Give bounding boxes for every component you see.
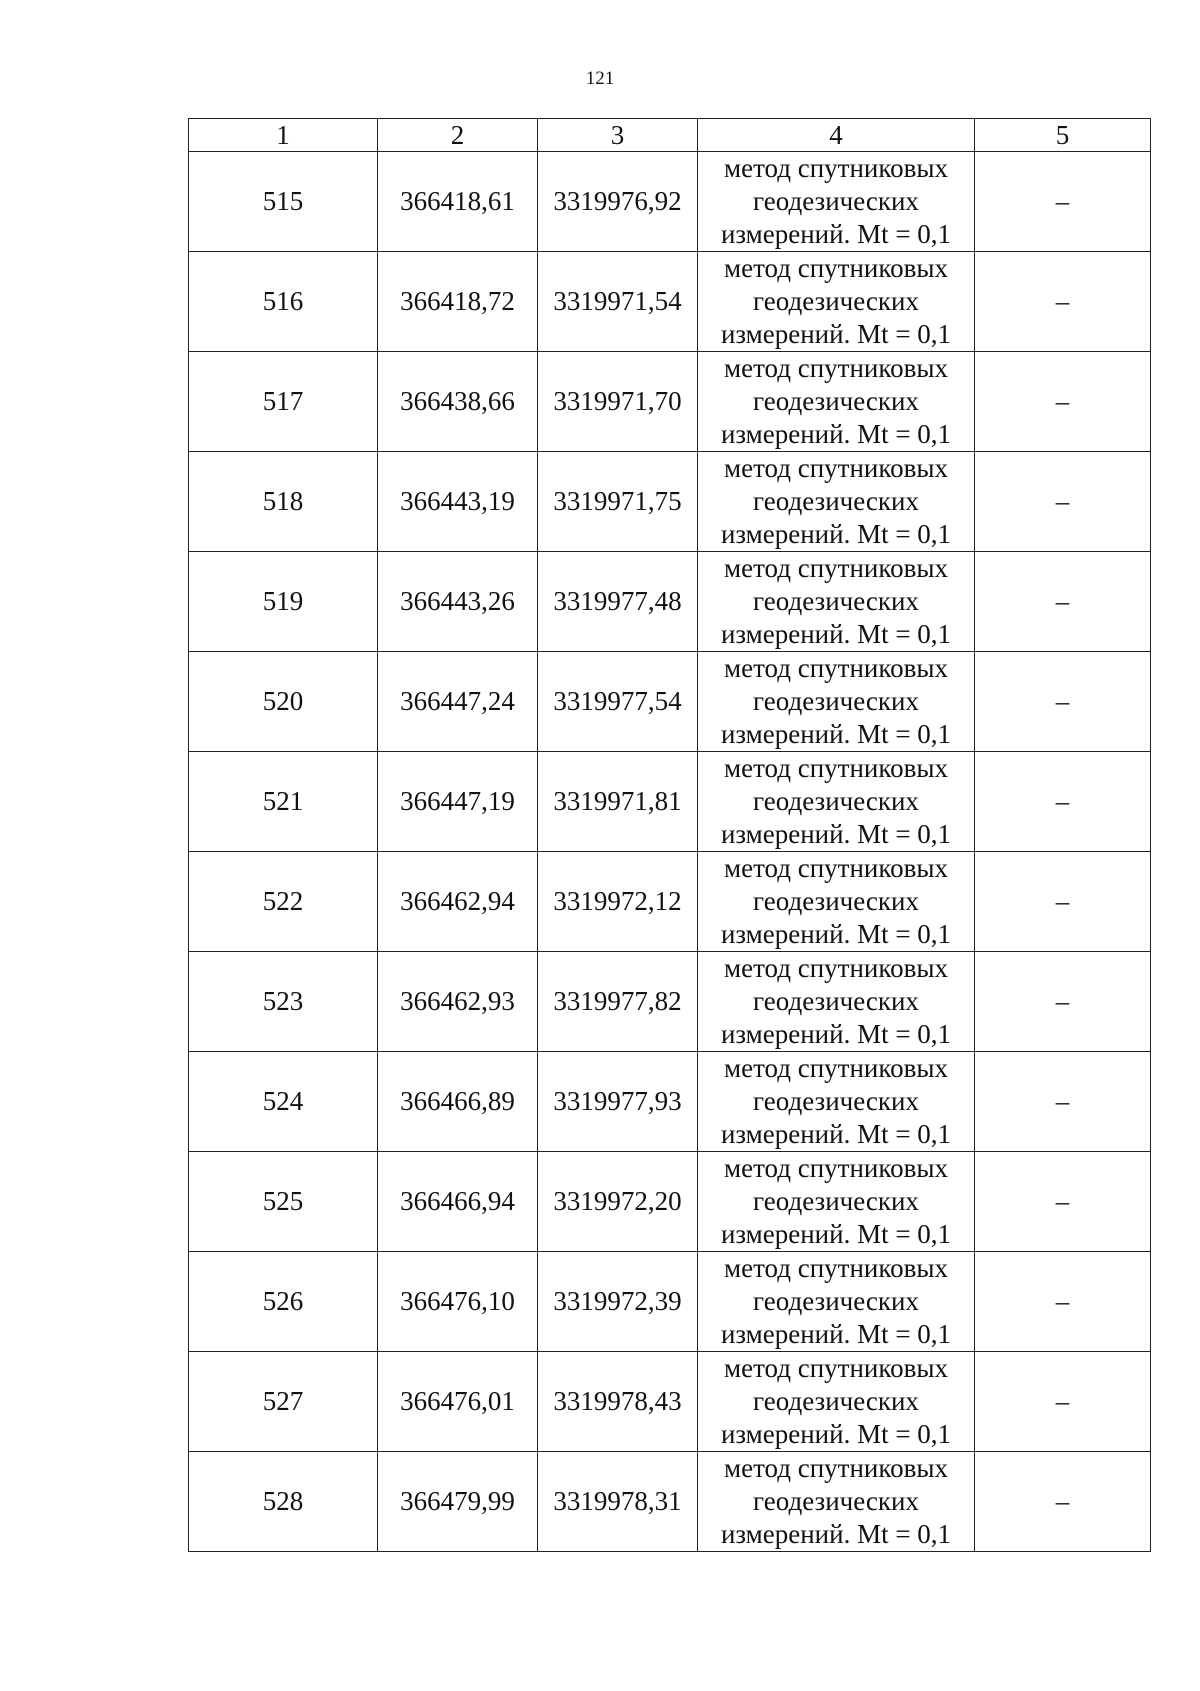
table-row	[189, 152, 1151, 252]
table-header	[189, 119, 1151, 152]
method-line: измерений. Mt = 0,1	[720, 1019, 952, 1049]
table-row	[189, 1352, 1151, 1452]
method-cell	[698, 852, 975, 952]
x-coordinate-cell: 366466,89	[378, 1052, 538, 1152]
x-coordinate-cell: 366443,19	[378, 452, 538, 552]
note-cell: –	[975, 452, 1151, 552]
y-coordinate-cell: 3319977,48	[538, 552, 698, 652]
x-coordinate-cell: 366479,99	[378, 1452, 538, 1552]
method-cell	[698, 752, 975, 852]
method-line: геодезических	[753, 986, 919, 1016]
method-line: измерений. Mt = 0,1	[720, 819, 952, 849]
point-number-cell: 522	[189, 852, 378, 952]
table-body	[189, 152, 1151, 1552]
method-line: метод спутниковых	[724, 1053, 948, 1083]
y-coordinate-cell: 3319978,43	[538, 1352, 698, 1452]
method-line: метод спутниковых	[724, 253, 948, 283]
y-coordinate-cell: 3319971,75	[538, 452, 698, 552]
x-coordinate-cell: 366438,66	[378, 352, 538, 452]
note-cell: –	[975, 752, 1151, 852]
note-cell: –	[975, 252, 1151, 352]
table-row	[189, 752, 1151, 852]
x-coordinate-cell: 366418,61	[378, 152, 538, 252]
point-number-cell: 521	[189, 752, 378, 852]
method-line: геодезических	[753, 386, 919, 416]
point-number-cell: 524	[189, 1052, 378, 1152]
method-line: измерений. Mt = 0,1	[720, 919, 952, 949]
point-number-cell: 525	[189, 1152, 378, 1252]
note-cell: –	[975, 1352, 1151, 1452]
method-line: измерений. Mt = 0,1	[720, 519, 952, 549]
method-line: геодезических	[753, 486, 919, 516]
point-number-cell: 515	[189, 152, 378, 252]
table-row	[189, 552, 1151, 652]
method-line: измерений. Mt = 0,1	[720, 1119, 952, 1149]
method-line: метод спутниковых	[724, 1353, 948, 1383]
method-line: геодезических	[753, 1386, 919, 1416]
method-line: метод спутниковых	[724, 1453, 948, 1483]
method-line: геодезических	[753, 186, 919, 216]
y-coordinate-cell: 3319977,93	[538, 1052, 698, 1152]
y-coordinate-cell: 3319971,81	[538, 752, 698, 852]
method-line: геодезических	[753, 286, 919, 316]
method-cell	[698, 1252, 975, 1352]
x-coordinate-cell: 366476,01	[378, 1352, 538, 1452]
header-cell-3: 3	[538, 119, 698, 152]
method-line: измерений. Mt = 0,1	[720, 1319, 952, 1349]
method-line: геодезических	[753, 886, 919, 916]
note-cell: –	[975, 352, 1151, 452]
method-cell	[698, 452, 975, 552]
header-row	[189, 119, 1151, 152]
method-line: геодезических	[753, 686, 919, 716]
table-row	[189, 252, 1151, 352]
note-cell: –	[975, 1452, 1151, 1552]
table-row	[189, 1252, 1151, 1352]
table-row	[189, 1152, 1151, 1252]
method-line: измерений. Mt = 0,1	[720, 219, 952, 249]
method-line: геодезических	[753, 1286, 919, 1316]
note-cell: –	[975, 652, 1151, 752]
table-row	[189, 952, 1151, 1052]
y-coordinate-cell: 3319976,92	[538, 152, 698, 252]
method-cell	[698, 1352, 975, 1452]
coordinates-table	[188, 118, 1151, 1552]
method-line: измерений. Mt = 0,1	[720, 719, 952, 749]
method-cell	[698, 1052, 975, 1152]
y-coordinate-cell: 3319972,12	[538, 852, 698, 952]
method-line: геодезических	[753, 1086, 919, 1116]
method-line: измерений. Mt = 0,1	[720, 619, 952, 649]
method-line: геодезических	[753, 1486, 919, 1516]
x-coordinate-cell: 366466,94	[378, 1152, 538, 1252]
note-cell: –	[975, 552, 1151, 652]
point-number-cell: 517	[189, 352, 378, 452]
note-cell: –	[975, 852, 1151, 952]
method-line: метод спутниковых	[724, 753, 948, 783]
method-line: измерений. Mt = 0,1	[720, 1519, 952, 1549]
x-coordinate-cell: 366447,19	[378, 752, 538, 852]
point-number-cell: 527	[189, 1352, 378, 1452]
table-row	[189, 1452, 1151, 1552]
method-line: геодезических	[753, 1186, 919, 1216]
table-row	[189, 352, 1151, 452]
note-cell: –	[975, 1152, 1151, 1252]
point-number-cell: 528	[189, 1452, 378, 1552]
y-coordinate-cell: 3319977,82	[538, 952, 698, 1052]
y-coordinate-cell: 3319972,39	[538, 1252, 698, 1352]
method-line: метод спутниковых	[724, 553, 948, 583]
header-cell-2: 2	[378, 119, 538, 152]
header-cell-1: 1	[189, 119, 378, 152]
note-cell: –	[975, 1052, 1151, 1152]
method-line: геодезических	[753, 586, 919, 616]
method-line: метод спутниковых	[724, 453, 948, 483]
method-cell	[698, 352, 975, 452]
method-line: метод спутниковых	[724, 1253, 948, 1283]
method-line: измерений. Mt = 0,1	[720, 1219, 952, 1249]
method-line: геодезических	[753, 786, 919, 816]
y-coordinate-cell: 3319978,31	[538, 1452, 698, 1552]
x-coordinate-cell: 366418,72	[378, 252, 538, 352]
table-row	[189, 1052, 1151, 1152]
note-cell: –	[975, 152, 1151, 252]
point-number-cell: 520	[189, 652, 378, 752]
method-cell	[698, 1452, 975, 1552]
table-row	[189, 452, 1151, 552]
method-line: метод спутниковых	[724, 353, 948, 383]
x-coordinate-cell: 366447,24	[378, 652, 538, 752]
method-line: метод спутниковых	[724, 153, 948, 183]
y-coordinate-cell: 3319972,20	[538, 1152, 698, 1252]
x-coordinate-cell: 366462,93	[378, 952, 538, 1052]
table-row	[189, 852, 1151, 952]
method-cell	[698, 552, 975, 652]
method-line: метод спутниковых	[724, 1153, 948, 1183]
header-cell-4: 4	[698, 119, 975, 152]
x-coordinate-cell: 366476,10	[378, 1252, 538, 1352]
point-number-cell: 516	[189, 252, 378, 352]
y-coordinate-cell: 3319977,54	[538, 652, 698, 752]
note-cell: –	[975, 1252, 1151, 1352]
y-coordinate-cell: 3319971,54	[538, 252, 698, 352]
point-number-cell: 519	[189, 552, 378, 652]
method-cell	[698, 952, 975, 1052]
method-cell	[698, 652, 975, 752]
method-line: измерений. Mt = 0,1	[720, 419, 952, 449]
method-line: метод спутниковых	[724, 853, 948, 883]
method-line: измерений. Mt = 0,1	[720, 1419, 952, 1449]
y-coordinate-cell: 3319971,70	[538, 352, 698, 452]
method-line: измерений. Mt = 0,1	[720, 319, 952, 349]
header-cell-5: 5	[975, 119, 1151, 152]
point-number-cell: 518	[189, 452, 378, 552]
point-number-cell: 523	[189, 952, 378, 1052]
table-row	[189, 652, 1151, 752]
x-coordinate-cell: 366462,94	[378, 852, 538, 952]
method-line: метод спутниковых	[724, 653, 948, 683]
method-line: метод спутниковых	[724, 953, 948, 983]
method-cell	[698, 1152, 975, 1252]
note-cell: –	[975, 952, 1151, 1052]
method-cell	[698, 152, 975, 252]
x-coordinate-cell: 366443,26	[378, 552, 538, 652]
method-cell	[698, 252, 975, 352]
point-number-cell: 526	[189, 1252, 378, 1352]
page-number: 121	[585, 68, 615, 89]
